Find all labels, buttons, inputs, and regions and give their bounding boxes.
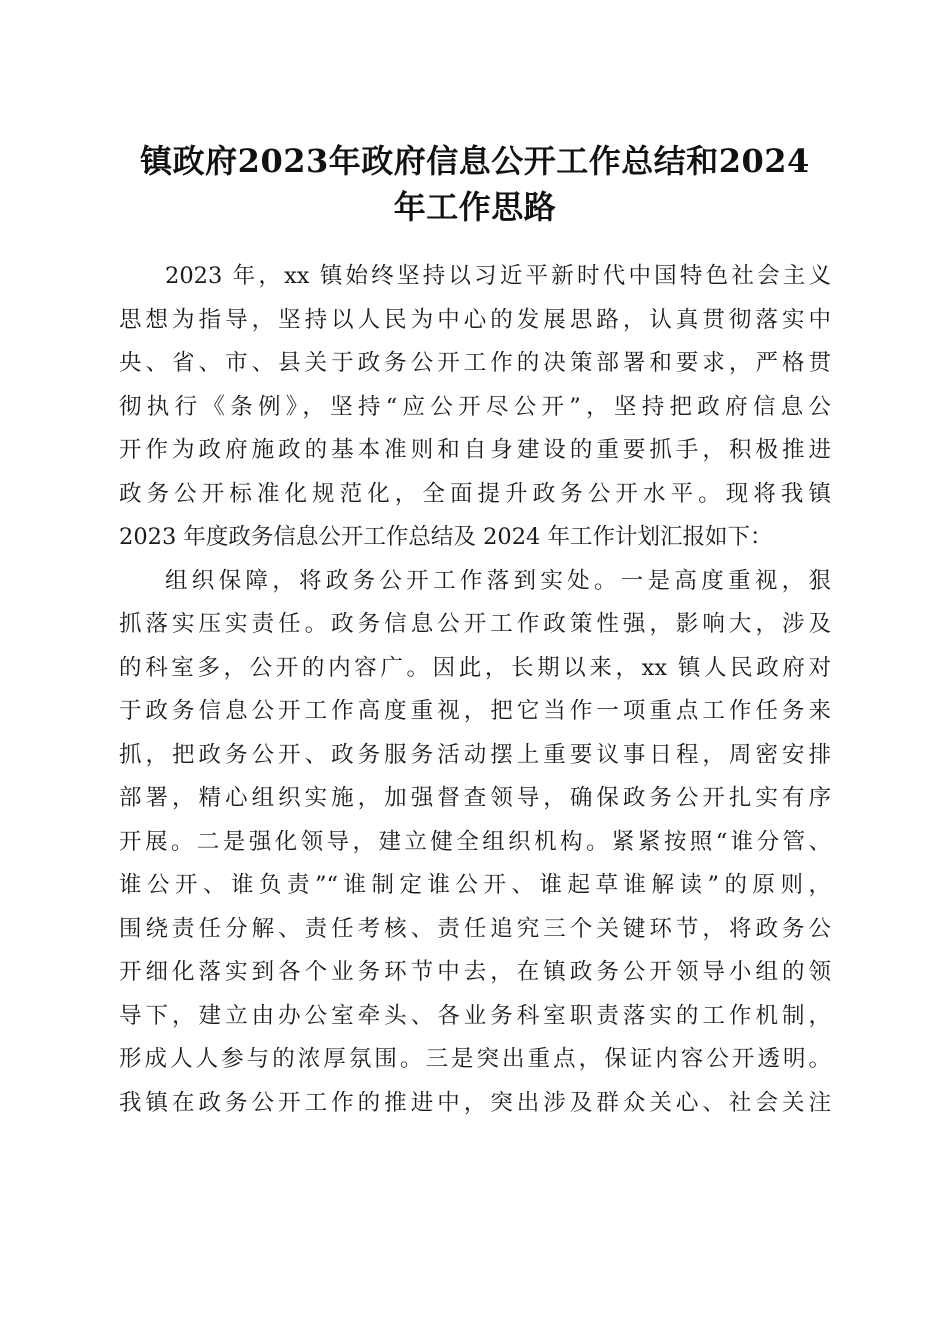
paragraph-2-line: 抓落实压实责任。政务信息公开工作政策性强，影响大，涉及 <box>119 611 831 637</box>
paragraph-1-line: 开作为政府施政的基本准则和自身建设的重要抓手，积极推进 <box>119 437 831 463</box>
paragraph-2-line: 开细化落实到各个业务环节中去，在镇政务公开领导小组的领 <box>119 959 831 985</box>
paragraph-2-line: 我镇在政务公开工作的推进中，突出涉及群众关心、社会关注 <box>119 1089 831 1116</box>
paragraph-2-line: 抓，把政务公开、政务服务活动摆上重要议事日程，周密安排 <box>119 741 831 768</box>
paragraph-2-line: 部署，精心组织实施，加强督查领导，确保政务公开扎实有序 <box>119 785 831 811</box>
paragraph-1-line: 政务公开标准化规范化，全面提升政务公开水平。现将我镇 <box>119 480 831 507</box>
paragraph-2-line: 组织保障，将政务公开工作落到实处。一是高度重视，狠 <box>165 567 831 594</box>
paragraph-2-line: 的科室多，公开的内容广。因此，长期以来，xx 镇人民政府对 <box>119 654 831 681</box>
paragraph-1-line: 2023 年度政务信息公开工作总结及 2024 年工作计划汇报如下： <box>119 524 773 550</box>
paragraph-2-line: 谁公开、谁负责”“谁制定谁公开、谁起草谁解读”的原则， <box>119 872 831 898</box>
document-body <box>119 255 831 1125</box>
paragraph-1-line: 彻执行《条例》，坚持“应公开尽公开”，坚持把政府信息公 <box>119 393 831 420</box>
paragraph-2-line: 导下，建立由办公室牵头、各业务科室职责落实的工作机制， <box>119 1002 831 1029</box>
paragraph-1-line: 央、省、市、县关于政务公开工作的决策部署和要求，严格贯 <box>119 350 831 376</box>
title-line-2: 年工作思路 <box>393 188 557 226</box>
paragraph-1-line: 2023 年，xx 镇始终坚持以习近平新时代中国特色社会主义 <box>165 263 831 289</box>
paragraph-2-line: 围绕责任分解、责任考核、责任追究三个关键环节，将政务公 <box>119 915 831 942</box>
paragraph-1-line: 思想为指导，坚持以人民为中心的发展思路，认真贯彻落实中 <box>119 306 831 333</box>
paragraph-2-line: 开展。二是强化领导，建立健全组织机构。紧紧按照“谁分管、 <box>119 828 831 855</box>
title-line-1: 镇政府2023年政府信息公开工作总结和2024 <box>140 142 810 180</box>
document-title <box>115 138 835 230</box>
paragraph-2-line: 形成人人参与的浓厚氛围。三是突出重点，保证内容公开透明。 <box>119 1046 831 1072</box>
paragraph-2-line: 于政务信息公开工作高度重视，把它当作一项重点工作任务来 <box>119 698 831 724</box>
